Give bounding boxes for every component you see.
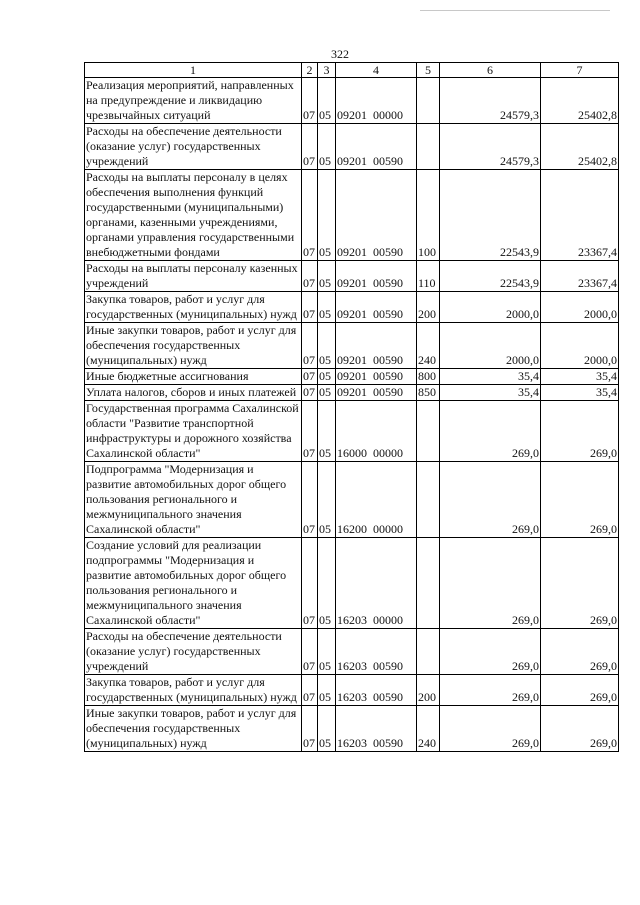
amount-year-1: 269,0: [440, 401, 541, 462]
table-row: [85, 538, 619, 629]
target-article-code: 09201 00590: [336, 124, 417, 170]
table-row: [85, 78, 619, 124]
section-code: 07: [302, 369, 318, 385]
column-header: 1: [85, 63, 302, 78]
expense-type-code: [417, 124, 440, 170]
subsection-code: 05: [318, 124, 336, 170]
expense-type-code: [417, 629, 440, 675]
expense-type-code: 850: [417, 385, 440, 401]
target-article-code: 09201 00590: [336, 323, 417, 369]
target-article-code: 09201 00590: [336, 385, 417, 401]
row-name: Расходы на выплаты персоналу казенных учреждений: [85, 261, 302, 292]
amount-year-2: 23367,4: [541, 170, 619, 261]
row-name: Создание условий для реализации подпрограммы "Модернизация и развитие автомобильных дорог общего пользования регионального и межмуниципального значения Сахалинской области": [85, 538, 302, 629]
target-article-code: 16000 00000: [336, 401, 417, 462]
target-article-code: 09201 00590: [336, 261, 417, 292]
table-row: [85, 292, 619, 323]
row-name: Государственная программа Сахалинской области "Развитие транспортной инфраструктуры и дорожного хозяйства Сахалинской области": [85, 401, 302, 462]
amount-year-1: 35,4: [440, 385, 541, 401]
amount-year-2: 35,4: [541, 385, 619, 401]
amount-year-2: 23367,4: [541, 261, 619, 292]
table-row: [85, 629, 619, 675]
subsection-code: 05: [318, 170, 336, 261]
target-article-code: 16203 00590: [336, 629, 417, 675]
subsection-code: 05: [318, 261, 336, 292]
page-number: 322: [331, 47, 349, 61]
section-code: 07: [302, 323, 318, 369]
amount-year-1: 24579,3: [440, 78, 541, 124]
row-name: Иные бюджетные ассигнования: [85, 369, 302, 385]
table-row: [85, 369, 619, 385]
row-name: Иные закупки товаров, работ и услуг для обеспечения государственных (муниципальных) нужд: [85, 323, 302, 369]
subsection-code: 05: [318, 401, 336, 462]
table-row: [85, 401, 619, 462]
amount-year-2: 2000,0: [541, 292, 619, 323]
column-header: 6: [440, 63, 541, 78]
expense-type-code: [417, 78, 440, 124]
row-name: Иные закупки товаров, работ и услуг для обеспечения государственных (муниципальных) нужд: [85, 706, 302, 752]
amount-year-2: 269,0: [541, 538, 619, 629]
expense-type-code: [417, 462, 440, 538]
amount-year-1: 269,0: [440, 462, 541, 538]
amount-year-2: 269,0: [541, 462, 619, 538]
row-name: Реализация мероприятий, направленных на предупреждение и ликвидацию чрезвычайных ситуаций: [85, 78, 302, 124]
row-name: Расходы на обеспечение деятельности (оказание услуг) государственных учреждений: [85, 629, 302, 675]
column-header: 7: [541, 63, 619, 78]
table-row: [85, 675, 619, 706]
section-code: 07: [302, 629, 318, 675]
table-row: [85, 261, 619, 292]
section-code: 07: [302, 292, 318, 323]
subsection-code: 05: [318, 706, 336, 752]
row-name: Уплата налогов, сборов и иных платежей: [85, 385, 302, 401]
table-row: [85, 462, 619, 538]
target-article-code: 16203 00000: [336, 538, 417, 629]
amount-year-2: 269,0: [541, 675, 619, 706]
section-code: 07: [302, 385, 318, 401]
target-article-code: 09201 00590: [336, 292, 417, 323]
amount-year-1: 269,0: [440, 675, 541, 706]
subsection-code: 05: [318, 538, 336, 629]
row-name: Подпрограмма "Модернизация и развитие автомобильных дорог общего пользования регионального и межмуниципального значения Сахалинской области": [85, 462, 302, 538]
row-name: Закупка товаров, работ и услуг для государственных (муниципальных) нужд: [85, 675, 302, 706]
amount-year-2: 35,4: [541, 369, 619, 385]
section-code: 07: [302, 538, 318, 629]
expense-type-code: 200: [417, 675, 440, 706]
subsection-code: 05: [318, 78, 336, 124]
expense-type-code: [417, 538, 440, 629]
target-article-code: 09201 00000: [336, 78, 417, 124]
amount-year-1: 24579,3: [440, 124, 541, 170]
table-row: [85, 124, 619, 170]
amount-year-2: 25402,8: [541, 78, 619, 124]
column-header: 3: [318, 63, 336, 78]
table-row: [85, 706, 619, 752]
amount-year-1: 269,0: [440, 538, 541, 629]
subsection-code: 05: [318, 629, 336, 675]
target-article-code: 16200 00000: [336, 462, 417, 538]
amount-year-1: 22543,9: [440, 261, 541, 292]
expense-type-code: 240: [417, 323, 440, 369]
subsection-code: 05: [318, 369, 336, 385]
column-header: 5: [417, 63, 440, 78]
amount-year-2: 269,0: [541, 706, 619, 752]
target-article-code: 09201 00590: [336, 170, 417, 261]
table-row: [85, 385, 619, 401]
amount-year-2: 269,0: [541, 629, 619, 675]
section-code: 07: [302, 706, 318, 752]
subsection-code: 05: [318, 462, 336, 538]
amount-year-1: 269,0: [440, 629, 541, 675]
section-code: 07: [302, 78, 318, 124]
expense-type-code: [417, 401, 440, 462]
amount-year-1: 22543,9: [440, 170, 541, 261]
header-row: [85, 63, 619, 78]
expense-type-code: 110: [417, 261, 440, 292]
column-header: 4: [336, 63, 417, 78]
section-code: 07: [302, 170, 318, 261]
amount-year-2: 25402,8: [541, 124, 619, 170]
row-name: Расходы на выплаты персоналу в целях обеспечения выполнения функций государственными (муниципальными) органами, казенными учреждениями, органами управления государственными внебюджетными фондами: [85, 170, 302, 261]
column-header: 2: [302, 63, 318, 78]
expense-type-code: 200: [417, 292, 440, 323]
target-article-code: 16203 00590: [336, 706, 417, 752]
expense-type-code: 800: [417, 369, 440, 385]
amount-year-2: 269,0: [541, 401, 619, 462]
section-code: 07: [302, 401, 318, 462]
amount-year-2: 2000,0: [541, 323, 619, 369]
row-name: Закупка товаров, работ и услуг для государственных (муниципальных) нужд: [85, 292, 302, 323]
section-code: 07: [302, 675, 318, 706]
subsection-code: 05: [318, 385, 336, 401]
target-article-code: 16203 00590: [336, 675, 417, 706]
table-row: [85, 323, 619, 369]
row-name: Расходы на обеспечение деятельности (оказание услуг) государственных учреждений: [85, 124, 302, 170]
budget-table: [84, 62, 619, 752]
section-code: 07: [302, 124, 318, 170]
amount-year-1: 35,4: [440, 369, 541, 385]
subsection-code: 05: [318, 675, 336, 706]
table-row: [85, 170, 619, 261]
target-article-code: 09201 00590: [336, 369, 417, 385]
amount-year-1: 2000,0: [440, 292, 541, 323]
amount-year-1: 269,0: [440, 706, 541, 752]
expense-type-code: 240: [417, 706, 440, 752]
amount-year-1: 2000,0: [440, 323, 541, 369]
subsection-code: 05: [318, 292, 336, 323]
subsection-code: 05: [318, 323, 336, 369]
expense-type-code: 100: [417, 170, 440, 261]
section-code: 07: [302, 261, 318, 292]
section-code: 07: [302, 462, 318, 538]
top-rule: [420, 10, 610, 11]
